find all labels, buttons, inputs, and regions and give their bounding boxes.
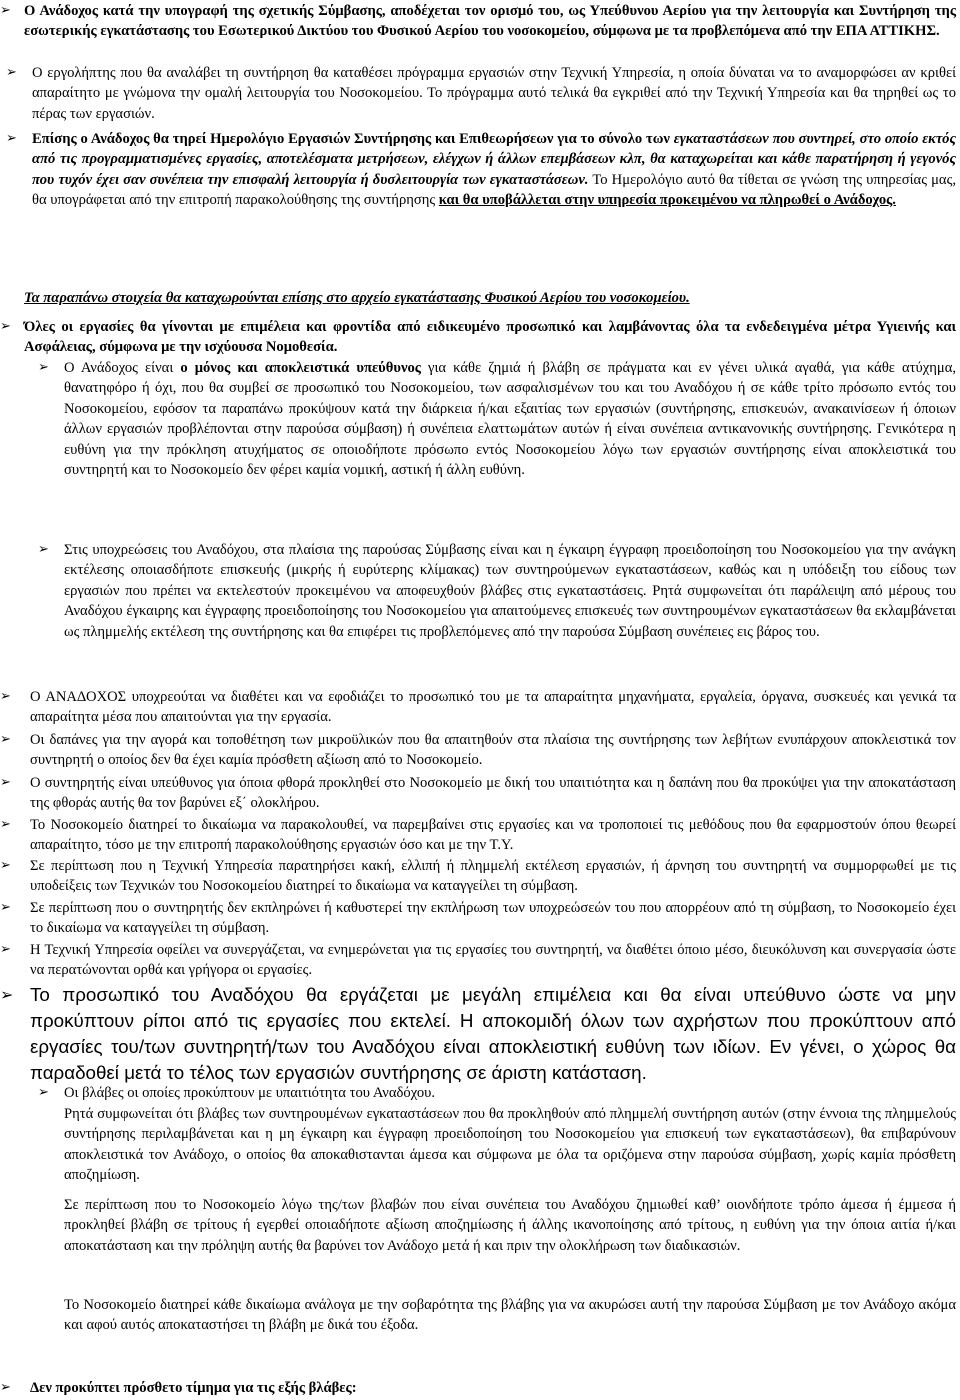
- bullet-arrow-icon: ➢: [0, 689, 11, 704]
- log-details-bold-italic: εγκαταστάσεων που συντηρεί, στο οποίο εκτός από τις προγραμματισμένες εργασίες, αποτελέσματα μετρήσεων, ελέγχων ή άλλων επεμβάσεων κλπ, θα καταχωρείται και κάθε παρατήρηση ή γεγονός που τυχόν έχει σαν συνέπεια την επισφαλή λειτουργία ή δυσλειτουργία των εγκαταστάσεων.: [32, 131, 956, 188]
- bullet-arrow-icon: ➢: [0, 732, 11, 747]
- paragraph-text: [6, 129, 956, 211]
- paragraph-cleanliness: [0, 982, 956, 1086]
- paragraph-text: Σε περίπτωση που η Τεχνική Υπηρεσία παρατηρήσει κακή, ελλιπή ή πλημμελή εκτέλεση εργασιών, ή άρνηση του συντηρητή να συμμορφωθεί με τις υποδείξεις των Τεχνικών του Νοσοκομείου διατηρεί το δικαίωμα να καταγγείλει τη σύμβαση.: [30, 858, 956, 895]
- paragraph-work-program: [6, 63, 956, 124]
- bullet-arrow-icon: ➢: [0, 858, 11, 873]
- paragraph-materials-cost: [0, 730, 956, 771]
- bullet-arrow-icon: ➢: [6, 131, 17, 146]
- bullet-arrow-icon: ➢: [0, 3, 11, 18]
- bullet-arrow-icon: ➢: [0, 319, 11, 334]
- paragraph-text: Ο Ανάδοχος κατά την υπογραφή της σχετικής Σύμβασης, αποδέχεται τον ορισμό του, ως Υπεύθυνου Αερίου για την λειτουργία και Συντήρηση της εσωτερικής εγκατάστασης του Εσωτερικού Δικτύου του Φυσικού Αερίου του νοσοκομείου, σύμφωνα με τα προβλεπόμενα από την ΕΠΑ ΑΤΤΙΚΗΣ.: [24, 3, 956, 40]
- paragraph-maintenance-log: [6, 129, 956, 211]
- paragraph-liability: [38, 358, 956, 480]
- log-signing-text: Το Ημερολόγιο αυτό θα τίθεται σε γνώση της υπηρεσίας μας, θα υπογράφεται από την επιτροπή παρακολούθησης της συντήρησης: [32, 171, 956, 209]
- paragraph-equipment: [0, 687, 956, 728]
- paragraph-text: Οι δαπάνες για την αγορά και τοποθέτηση των μικροϋλικών που θα απαιτηθούν στα πλαίσια της συντήρησης των λεβήτων ενυπάρχουν αποκλειστικά τον συντηρητή ο οποίος δεν θα έχει καμία πρόσθετη αξίωση από το Νοσοκομείο.: [30, 732, 956, 769]
- paragraph-text: Ο ΑΝΑΔΟΧΟΣ υποχρεούται να διαθέτει και να εφοδιάζει το προσωπικό του με τα απαραίτητα μηχανήματα, εργαλεία, όργανα, συσκευές και γενικά τα απαραίτητα μέσα που απαιτούνται για την εργασία.: [30, 689, 956, 726]
- paragraph-text: Στις υποχρεώσεις του Αναδόχου, στα πλαίσια της παρούσας Σύμβασης είναι και η έγκαιρη έγγραφη προειδοποίηση του Νοσοκομείου για την ανάγκη εκτέλεσης οποιασδήποτε επισκευής (μικρής ή ευρύτερης κλίμακας) των συντηρούμενων εγκαταστάσεων, καθώς και η υπόδειξη του είδους των εργασιών που πρέπει να εκτελεστούν προκειμένου να αποφευχθούν βλάβες στις εγκαταστάσεις. Ρητά συμφωνείται ότι παράλειψη από μέρους του Αναδόχου έγκαιρης και έγγραφης προειδοποίησης του Νοσοκομείου για απαιτούμενες επισκευές των συντηρουμένων εγκαταστάσεων θα εκλαμβάνεται ως πλημμελής εκτέλεση της συντήρησης και θα επιφέρει τις προβλεπόμενες από την παρούσα Σύμβαση συνέπειες εις βάρος του.: [64, 542, 956, 640]
- paragraph-text: Η Τεχνική Υπηρεσία οφείλει να συνεργάζεται, να ενημερώνεται για τις εργασίες του συντηρητή, να διαθέτει όποιο μέσο, διευκόλυνση και συνεργασία ώστε να περατώνονται ορθά και γρήγορα οι εργασίες.: [30, 942, 956, 979]
- paragraph-monitoring-right: [0, 815, 956, 856]
- bullet-arrow-icon: ➢: [0, 900, 11, 915]
- paragraph-safety: [0, 317, 956, 358]
- heading-no-extra-cost: [0, 1378, 956, 1398]
- bullet-arrow-icon: ➢: [6, 65, 17, 80]
- paragraph-poor-maintenance: Ρητά συμφωνείται ότι βλάβες των συντηρουμένων εγκαταστάσεων που θα προκληθούν από πλημμελή συντήρηση αυτών (στην έννοια της πλημμελούς συντήρησης περιλαμβάνεται και η μη έγκαιρη και έγγραφη προειδοποίηση του Νοσοκομείου για επισκευή των εγκαταστάσεων), θα επιβαρύνουν αποκλειστικά τον Ανάδοχο, ο οποίος θα αποκαθιστανται άμεσα και σύμφωνα με όλα τα οριζόμενα στην παρούσα σύμβαση, χωρίς καμία πρόσθετη αποζημίωση.: [64, 1106, 956, 1184]
- log-intro-bold: Επίσης ο Ανάδοχος θα τηρεί Ημερολόγιο Εργασιών Συντήρησης και Επιθεωρήσεων για το σύνολο των: [32, 131, 674, 147]
- bullet-arrow-icon: ➢: [0, 1380, 11, 1395]
- paragraph-text: Το προσωπικό του Αναδόχου θα εργάζεται με μεγάλη επιμέλεια και θα είναι υπεύθυνο ώστε να μην προκύπτουν ρίποι από τις εργασίες που εκτελεί. Η αποκομιδή όλων των αχρήστων που προκύπτουν από εργασίες του/των συντηρητή/των του Αναδόχου είναι αποκλειστική ευθύνη των ιδίων. Εν γένει, ο χώρος θα παραδοθεί μετά το τέλος των εργασιών συντήρησης σε άριστη κατάσταση.: [30, 984, 956, 1083]
- bullet-arrow-icon: ➢: [38, 542, 49, 557]
- paragraph-text: Ο συντηρητής είναι υπεύθυνος για όποια φθορά προκληθεί στο Νοσοκομείο με δική του υπαιτιότητα και η δαπάνη που θα προκύψει για την αποκατάσταση της φθοράς αυτής θα τον βαρύνει εξ΄ ολοκλήρου.: [30, 775, 956, 812]
- paragraph-contractor-faults: [38, 1083, 956, 1103]
- paragraph-text: [38, 358, 956, 480]
- paragraph-text: Οι βλάβες οι οποίες προκύπτουν με υπαιτιότητα του Αναδόχου.: [64, 1085, 436, 1101]
- heading-text: Δεν προκύπτει πρόσθετο τίμημα για τις εξής βλάβες:: [30, 1380, 357, 1396]
- liability-rest: για κάθε ζημιά ή βλάβη σε πράγματα και εν γένει υλικά αγαθά, για κάθε ατύχημα, θανατηφόρο ή όχι, που θα συμβεί σε προσωπικό του Νοσοκομείου, των ασφαλισμένων του και του Αναδόχου ή σε κάθε τρίτο πρόσωπο εντός του Νοσοκομείου, εφόσον τα παραπάνω προκύψουν κατά την διάρκεια ή/και εξαιτίας των εργασιών (συντήρησης, επισκευών, ανακαινίσεων ή όποιων άλλων εργασιών προβλέπονται στην παρούσα σύμβαση) ή συνέπεια ελαττωμάτων αυτών ή είναι συνέπεια αντικανονικής συντήρησης. Γενικότερα η ευθύνη για την πρόκληση ατυχήματος σε οποιοδήποτε πρόσωπο εντός Νοσοκομείου λόγω των εργασιών συντήρησης είναι αποκλειστικά του συντηρητή και το Νοσοκομείο δεν φέρει καμία νομική, αστική ή άλλη ευθύνη.: [64, 360, 956, 479]
- liability-intro: Ο Ανάδοχος είναι: [64, 360, 181, 376]
- paragraph-gas-responsible: [0, 1, 956, 42]
- bullet-arrow-icon: ➢: [0, 985, 14, 1004]
- paragraph-text: Ο εργολήπτης που θα αναλάβει τη συντήρηση θα καταθέσει πρόγραμμα εργασιών στην Τεχνική Υπηρεσία, η οποία δύναται να το αναμορφώσει αν κριθεί απαραίτητο με γνώμονα την ομαλή λειτουργία του Νοσοκομείου. Το πρόγραμμα αυτό τελικά θα εγκριθεί από την Τεχνική Υπηρεσία και θα τηρηθεί ως το πέρας των εργασιών.: [32, 65, 956, 122]
- paragraph-nonfulfillment: [0, 898, 956, 939]
- bullet-arrow-icon: ➢: [0, 942, 11, 957]
- paragraph-damage-cost: [0, 773, 956, 814]
- paragraph-poor-execution: [0, 856, 956, 897]
- paragraph-repair-warning: [38, 540, 956, 642]
- paragraph-text: Το Νοσοκομείο διατηρεί το δικαίωμα να παρακολουθεί, να παρεμβαίνει στις εργασίες και να τροποποιεί τις μεθόδους που θα εφαρμοστούν όπου θεωρεί απαραίτητο, τόσο με την επιτροπή παρακολούθησης εργασιών όσο και με την Τ.Υ.: [30, 817, 956, 854]
- paragraph-text: Σε περίπτωση που ο συντηρητής δεν εκπληρώνει ή καθυστερεί την εκπλήρωση των υποχρεώσεών του που απορρέουν από τη σύμβαση, το Νοσοκομείο έχει το δικαίωμα να καταγγείλει τη σύμβαση.: [30, 900, 956, 937]
- paragraph-third-party-damage: Σε περίπτωση που το Νοσοκομείο λόγω της/των βλαβών που είναι συνέπεια του Αναδόχου ζημιωθεί καθ’ οιονδήποτε τρόπο άμεσα ή έμμεσα ή προκληθεί βλάβη σε τρίτους ή εγερθεί οποιαδήποτε αξίωση αποζημίωσης ή άλλης ικανοποίησης από τρίτους, η ευθύνη για την όποια αιτία ή/και αποκατάσταση και την πρόληψη αυτής θα βαρύνει τον Ανάδοχο μετά ή και πριν την ολοκλήρωση των διαδικασιών.: [64, 1197, 956, 1254]
- paragraph-text: Όλες οι εργασίες θα γίνονται με επιμέλεια και φροντίδα από ειδικευμένο προσωπικό και λαμβάνοντας όλα τα ενδεδειγμένα μέτρα Υγιεινής και Ασφάλειας, σύμφωνα με την ισχύουσα Νομοθεσία.: [24, 319, 956, 356]
- paragraph-cancel-right: Το Νοσοκομείο διατηρεί κάθε δικαίωμα ανάλογα με την σοβαρότητα της βλάβης για να ακυρώσει αυτή την παρούσα Σύμβαση με τον Ανάδοχο ακόμα και αφού αυτός αποκαταστήσει τη βλάβη με δικά του έξοδα.: [64, 1297, 956, 1334]
- paragraph-cooperation: [0, 940, 956, 981]
- bullet-arrow-icon: ➢: [38, 1085, 49, 1100]
- log-payment-underlined: και θα υποβάλλεται στην υπηρεσία προκειμένου να πληρωθεί ο Ανάδοχος.: [438, 192, 896, 209]
- archive-note: Τα παραπάνω στοιχεία θα καταχωρούνται επίσης στο αρχείο εγκατάστασης Φυσικού Αερίου του νοσοκομείου.: [24, 290, 690, 306]
- bullet-arrow-icon: ➢: [0, 817, 11, 832]
- bullet-arrow-icon: ➢: [38, 360, 49, 375]
- bullet-arrow-icon: ➢: [0, 775, 11, 790]
- liability-bold: ο μόνος και αποκλειστικά υπεύθυνος: [180, 360, 421, 376]
